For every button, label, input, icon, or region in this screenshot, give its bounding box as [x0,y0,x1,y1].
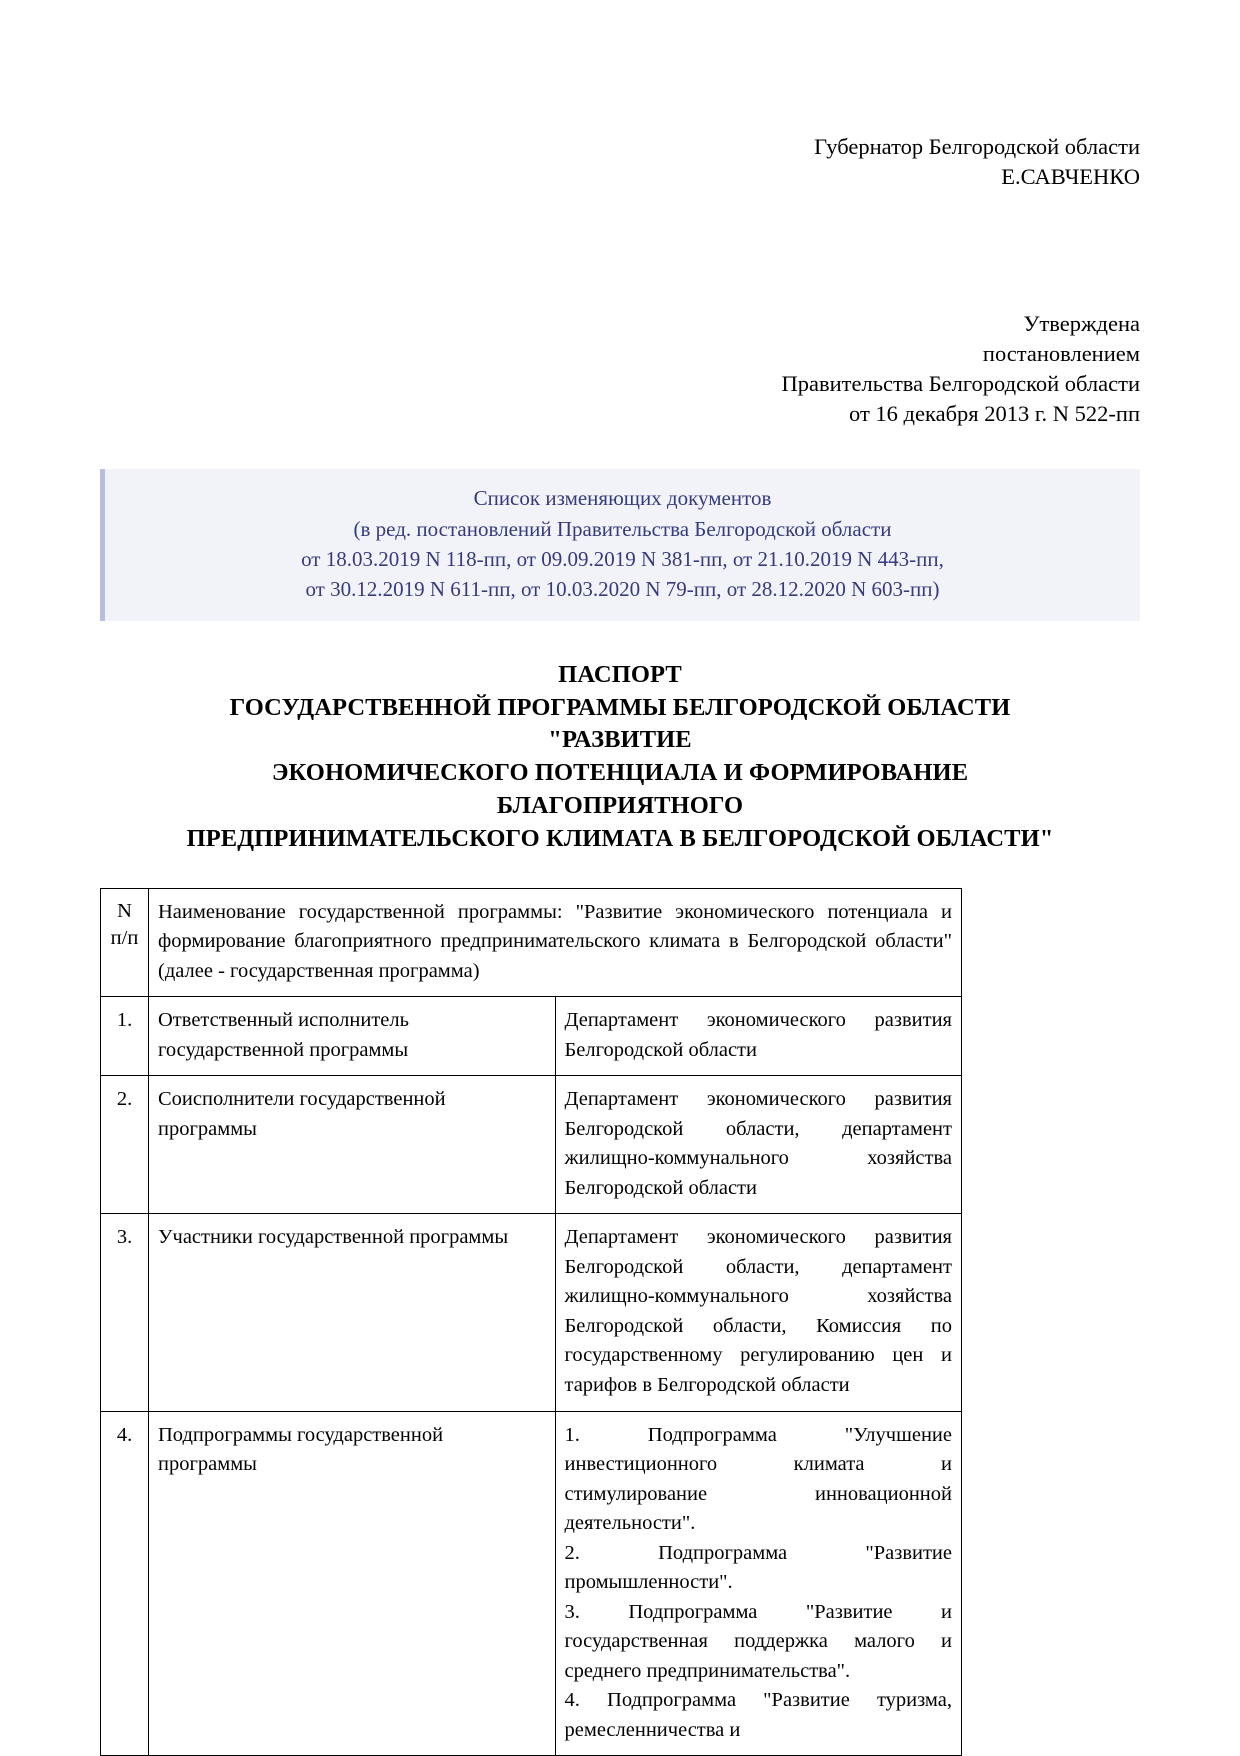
amendments-heading: Список изменяющих документов [473,486,772,511]
table-row [101,997,962,1076]
row-label: Ответственный исполнитель государственной программы [149,997,556,1076]
signatory-role: Губернатор Белгородской области [814,134,1140,159]
row-label: Участники государственной программы [149,1214,556,1411]
amendments-note-box [100,469,1140,621]
header-num-pp: п/п [110,927,139,950]
header-num-n: N [117,899,132,922]
row-value: Департамент экономического развития Белгородской области, департамент жилищно-коммунального хозяйства Белгородской области, Комиссия по государственному регулированию цен и тарифов в Белгородской области [555,1214,962,1411]
row-number: 1. [101,997,149,1076]
document-title [100,659,1140,856]
approval-line-4: от 16 декабря 2013 г. N 522-пп [849,401,1140,427]
row-number: 2. [101,1076,149,1214]
amendments-line-2: от 30.12.2019 N 611-пп, от 10.03.2020 N 79-пп, от 28.12.2020 N 603-пп) [305,577,940,602]
amendments-source: (в ред. постановлений Правительства Белгородской области [353,516,892,541]
passport-table [100,888,962,1756]
table-row [101,1076,962,1214]
title-line-3: "РАЗВИТИЕ [548,726,692,754]
row-label: Подпрограммы государственной программы [149,1411,556,1756]
approval-block [100,191,1140,429]
title-line-4: ЭКОНОМИЧЕСКОГО ПОТЕНЦИАЛА И ФОРМИРОВАНИЕ [271,759,969,787]
header-cell-num [101,888,149,997]
header-cell-program-name: Наименование государственной программы: "Развитие экономического потенциала и формирование благоприятного предпринимательского климата в Белгородской области" (далее - государственная программа) [149,888,962,997]
title-line-5: БЛАГОПРИЯТНОГО [496,792,744,820]
row-value: 1. Подпрограмма "Улучшение инвестиционного климата и стимулирование инновационной деятельности". 2. Подпрограмма "Развитие промышленности". 3. Подпрограмма "Развитие и государственная поддержка малого и среднего предпринимательства". 4. Подпрограмма "Развитие туризма, ремесленничества и [555,1411,962,1756]
row-value: Департамент экономического развития Белгородской области [555,997,962,1076]
title-line-2: ГОСУДАРСТВЕННОЙ ПРОГРАММЫ БЕЛГОРОДСКОЙ ОБЛАСТИ [229,693,1011,721]
row-value: Департамент экономического развития Белгородской области, департамент жилищно-коммунального хозяйства Белгородской области [555,1076,962,1214]
approval-line-3: Правительства Белгородской области [781,371,1140,397]
amendments-line-1: от 18.03.2019 N 118-пп, от 09.09.2019 N 381-пп, от 21.10.2019 N 443-пп, [301,546,944,571]
title-line-6: ПРЕДПРИНИМАТЕЛЬСКОГО КЛИМАТА В БЕЛГОРОДСКОЙ ОБЛАСТИ" [186,824,1054,852]
approval-line-1: Утверждена [1023,311,1140,337]
row-label: Соисполнители государственной программы [149,1076,556,1214]
row-number: 4. [101,1411,149,1756]
approval-line-2: постановлением [982,341,1140,367]
signatory-name: Е.САВЧЕНКО [1001,163,1140,189]
title-line-1: ПАСПОРТ [558,660,682,688]
table-row [101,1214,962,1411]
table-header-row [101,888,962,997]
signature-block [100,0,1140,191]
row-number: 3. [101,1214,149,1411]
table-row [101,1411,962,1756]
